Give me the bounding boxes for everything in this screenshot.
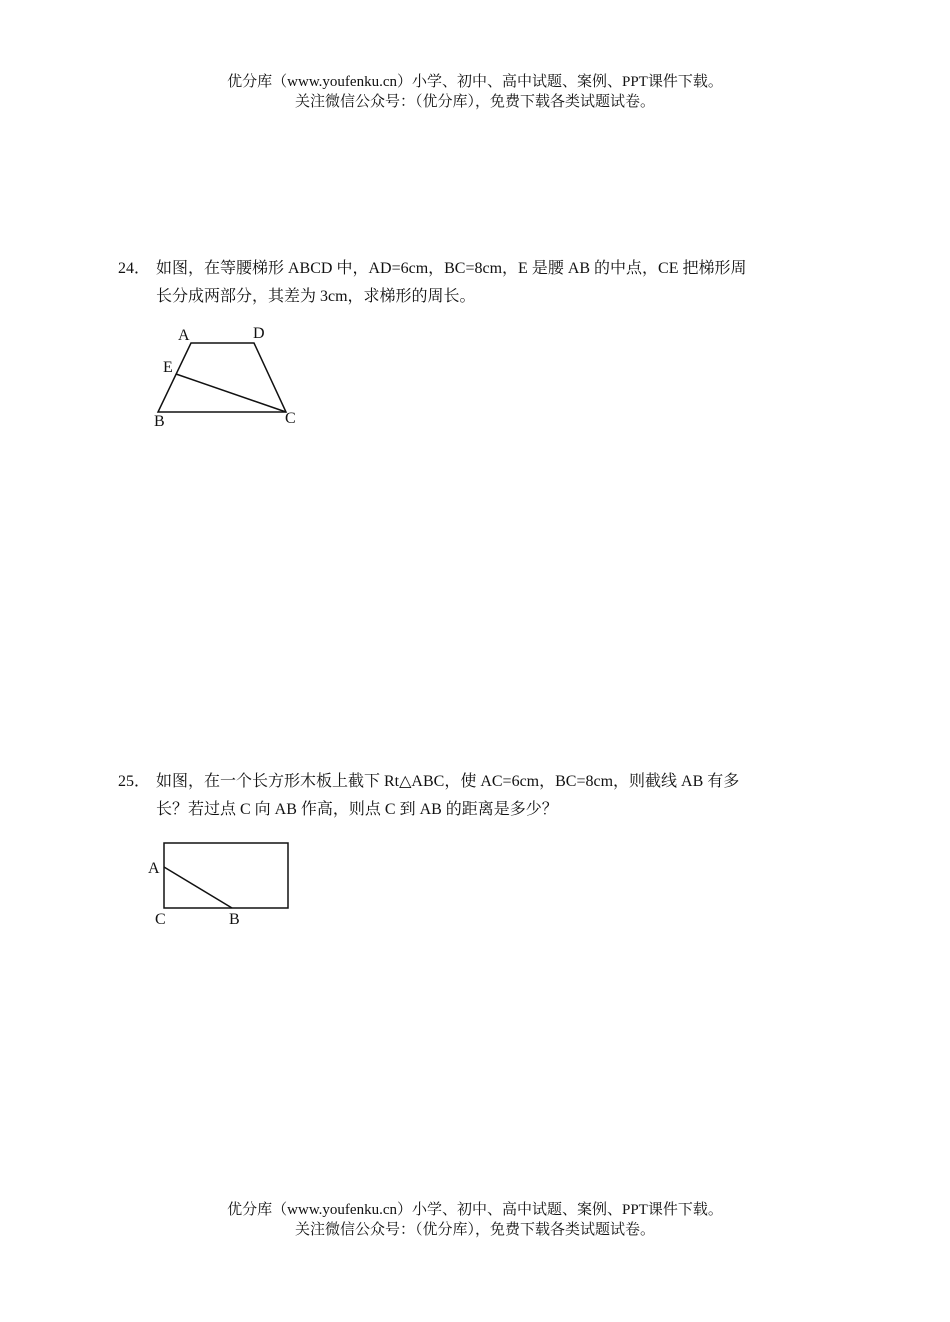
question-text-line-1: 如图，在等腰梯形 ABCD 中，AD=6cm，BC=8cm，E 是腰 AB 的中点，CE 把梯形周 <box>156 260 747 277</box>
label-b: B <box>154 413 165 430</box>
label-a: A <box>148 860 160 877</box>
label-c: C <box>285 410 296 427</box>
label-e: E <box>163 359 173 376</box>
label-c: C <box>155 911 166 928</box>
question-text-line-2: 长分成两部分，其差为 3cm，求梯形的周长。 <box>156 288 476 305</box>
label-d: D <box>253 325 265 342</box>
segment-ce <box>176 374 286 412</box>
rectangle-figure <box>140 835 300 930</box>
question-text-line-1: 如图，在一个长方形木板上截下 Rt△ABC，使 AC=6cm，BC=8cm，则截线 AB 有多 <box>156 773 740 790</box>
footer-line-1: 优分库（www.youfenku.cn）小学、初中、高中试题、案例、PPT课件下载。 <box>227 1202 723 1218</box>
rectangle-board <box>164 843 288 908</box>
label-a: A <box>178 327 190 344</box>
label-b: B <box>229 911 240 928</box>
header-line-2: 关注微信公众号：（优分库），免费下载各类试题试卷。 <box>294 94 655 110</box>
page-footer <box>0 1200 950 1240</box>
question-number: 25． <box>118 773 151 790</box>
question-24 <box>118 255 838 311</box>
question-25 <box>118 768 838 824</box>
header-line-1: 优分库（www.youfenku.cn）小学、初中、高中试题、案例、PPT课件下载。 <box>227 74 723 90</box>
trapezoid-figure <box>140 320 320 435</box>
page-header <box>0 72 950 112</box>
footer-line-2: 关注微信公众号：（优分库），免费下载各类试题试卷。 <box>294 1222 655 1238</box>
question-number: 24． <box>118 260 151 277</box>
trapezoid-abcd <box>158 343 286 412</box>
segment-ab <box>164 867 232 908</box>
question-text-line-2: 长？若过点 C 向 AB 作高，则点 C 到 AB 的距离是多少？ <box>156 801 558 818</box>
